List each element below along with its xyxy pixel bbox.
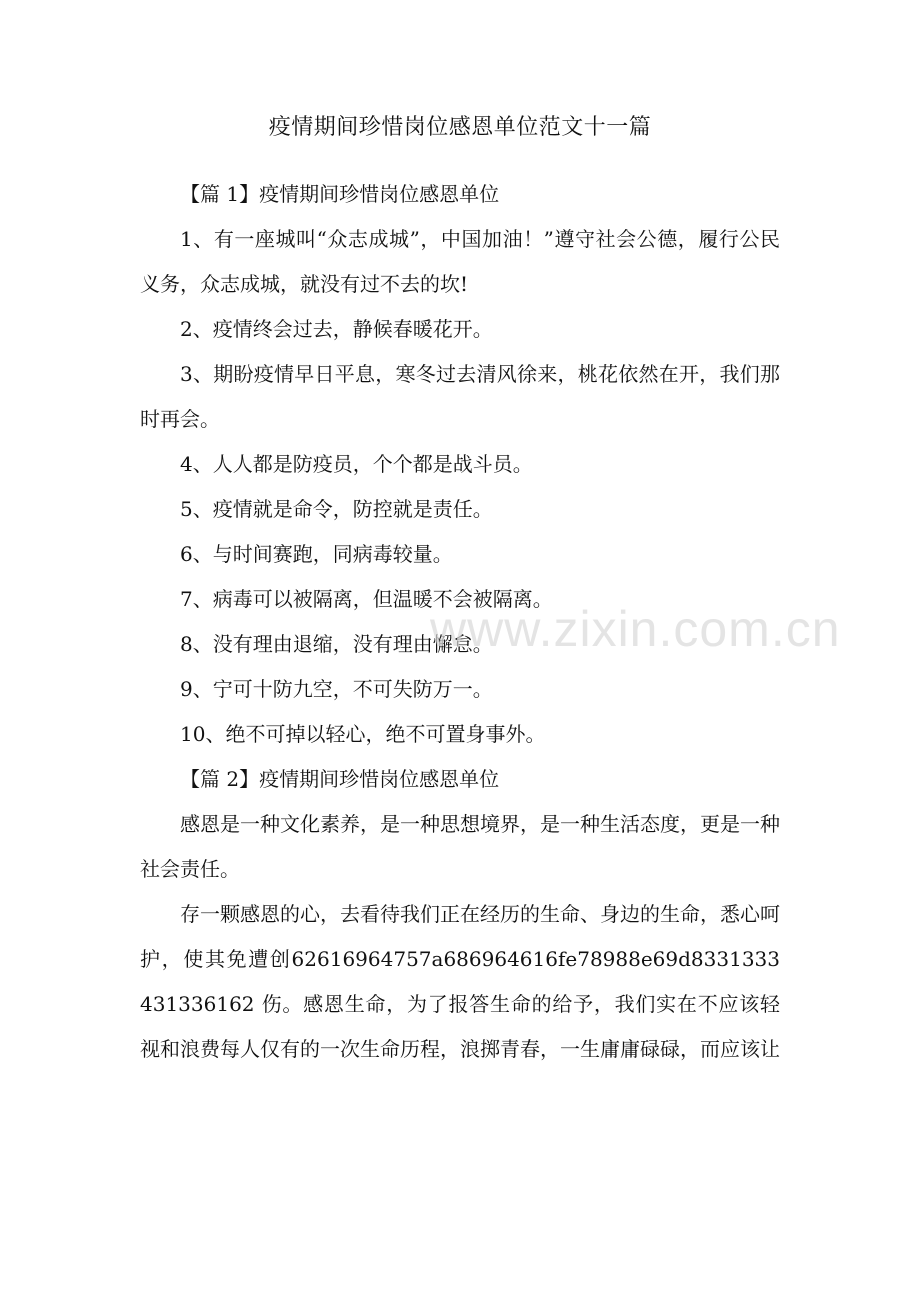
paragraph-item-2: 2、疫情终会过去，静候春暖花开。 (180, 317, 493, 341)
paragraph-item-3: 3、期盼疫情早日平息，寒冬过去清风徐来，桃花依然在开，我们那时再会。 (140, 362, 780, 431)
paragraph-item-10: 10、绝不可掉以轻心，绝不可置身事外。 (180, 722, 546, 746)
section-heading-1: 【篇 1】疫情期间珍惜岗位感恩单位 (180, 182, 500, 206)
paragraph-item-7: 7、病毒可以被隔离，但温暖不会被隔离。 (180, 587, 553, 611)
paragraph-item-4: 4、人人都是防疫员，个个都是战斗员。 (180, 452, 533, 476)
paragraph-item-5: 5、疫情就是命令，防控就是责任。 (180, 497, 493, 521)
paragraph-item-9: 9、宁可十防九空，不可失防万一。 (180, 677, 493, 701)
paragraph-item-6: 6、与时间赛跑，同病毒较量。 (180, 542, 453, 566)
document-body (140, 172, 780, 1072)
paragraph-item-1: 1、有一座城叫“众志成城”，中国加油！”遵守社会公德，履行公民义务，众志成城，就没有过不去的坎! (140, 227, 780, 296)
watermark-text: www.zixin.com.cn (430, 601, 841, 657)
paragraph-item-8: 8、没有理由退缩，没有理由懈怠。 (180, 632, 493, 656)
paragraph-gratitude-life: 存一颗感恩的心，去看待我们正在经历的生命、身边的生命，悉心呵护，使其免遭创62616964757a686964616fe78988e69d8331333431336162 伤。感恩生命，为了报答生命的给予，我们实在不应该轻视和浪费每人仅有的一次生命历程，浪掷青春，一生庸庸碌碌，而应该让 (140, 902, 780, 1061)
document-title: 疫情期间珍惜岗位感恩单位范文十一篇 (268, 115, 652, 140)
paragraph-gratitude-intro: 感恩是一种文化素养，是一种思想境界，是一种生活态度，更是一种社会责任。 (140, 812, 780, 881)
section-heading-2: 【篇 2】疫情期间珍惜岗位感恩单位 (180, 767, 500, 791)
